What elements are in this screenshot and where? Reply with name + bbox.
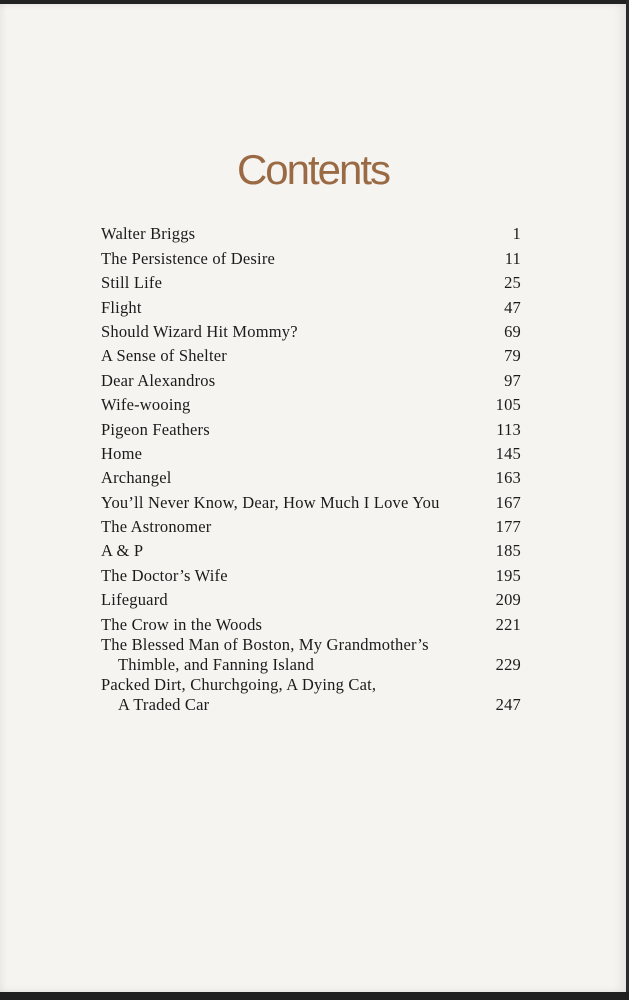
toc-title-line-2: Thimble, and Fanning Island — [118, 654, 315, 674]
toc-page-number: 69 — [504, 321, 521, 341]
toc-entry — [101, 586, 521, 610]
table-of-contents — [101, 220, 521, 715]
toc-page-number: 209 — [495, 590, 521, 610]
toc-entry — [101, 415, 521, 439]
toc-page-number: 79 — [504, 346, 521, 366]
toc-title: The Crow in the Woods — [101, 614, 263, 634]
toc-entry — [101, 675, 521, 715]
toc-entry — [101, 464, 521, 488]
toc-entry — [101, 635, 521, 675]
toc-page-number: 229 — [495, 654, 521, 674]
toc-page-number: 185 — [495, 541, 521, 561]
toc-entry — [101, 488, 521, 512]
toc-title — [101, 675, 376, 715]
toc-page-number: 113 — [496, 419, 521, 439]
toc-title: Still Life — [101, 273, 163, 293]
toc-title: Should Wizard Hit Mommy? — [101, 321, 298, 341]
toc-page-number: 177 — [495, 517, 521, 537]
toc-page-number: 145 — [495, 443, 521, 463]
toc-entry — [101, 561, 521, 585]
toc-page-number: 163 — [495, 468, 521, 488]
toc-title: Pigeon Feathers — [101, 419, 210, 439]
toc-page-number: 11 — [504, 248, 521, 268]
page-title: Contents — [236, 146, 390, 193]
toc-page-number: 47 — [504, 297, 521, 317]
toc-page-number: 247 — [495, 694, 521, 714]
toc-title: Walter Briggs — [101, 224, 196, 244]
toc-entry — [101, 244, 521, 268]
toc-page-number: 195 — [495, 565, 521, 585]
toc-title: Archangel — [101, 468, 172, 488]
toc-title: Home — [101, 443, 143, 463]
toc-entry — [101, 269, 521, 293]
toc-page-number: 167 — [495, 492, 521, 512]
toc-page-number: 25 — [504, 273, 521, 293]
book-page — [0, 4, 626, 992]
toc-entry — [101, 342, 521, 366]
toc-title-line-1: The Blessed Man of Boston, My Grandmother’s — [101, 634, 429, 654]
toc-entry — [101, 293, 521, 317]
toc-title-line-2: A Traded Car — [118, 694, 210, 714]
toc-title: You’ll Never Know, Dear, How Much I Love You — [101, 492, 440, 512]
toc-title: Wife-wooing — [101, 395, 191, 415]
toc-title: The Persistence of Desire — [101, 248, 276, 268]
toc-entry — [101, 610, 521, 634]
toc-title: A & P — [101, 541, 144, 561]
toc-page-number: 221 — [495, 614, 521, 634]
book-edge-bottom — [0, 992, 629, 1000]
toc-title — [101, 635, 429, 675]
toc-page-number: 1 — [512, 224, 521, 244]
toc-title: Lifeguard — [101, 590, 168, 610]
toc-entry — [101, 366, 521, 390]
toc-entry — [101, 391, 521, 415]
toc-title-line-1: Packed Dirt, Churchgoing, A Dying Cat, — [101, 674, 377, 694]
toc-entry — [101, 318, 521, 342]
toc-entry — [101, 513, 521, 537]
toc-title: Flight — [101, 297, 142, 317]
toc-entry — [101, 440, 521, 464]
toc-page-number: 97 — [504, 370, 521, 390]
toc-title: A Sense of Shelter — [101, 346, 227, 366]
toc-entry — [101, 220, 521, 244]
toc-title: The Astronomer — [101, 517, 212, 537]
toc-title: Dear Alexandros — [101, 370, 216, 390]
toc-page-number: 105 — [495, 395, 521, 415]
toc-entry — [101, 537, 521, 561]
toc-title: The Doctor’s Wife — [101, 565, 228, 585]
